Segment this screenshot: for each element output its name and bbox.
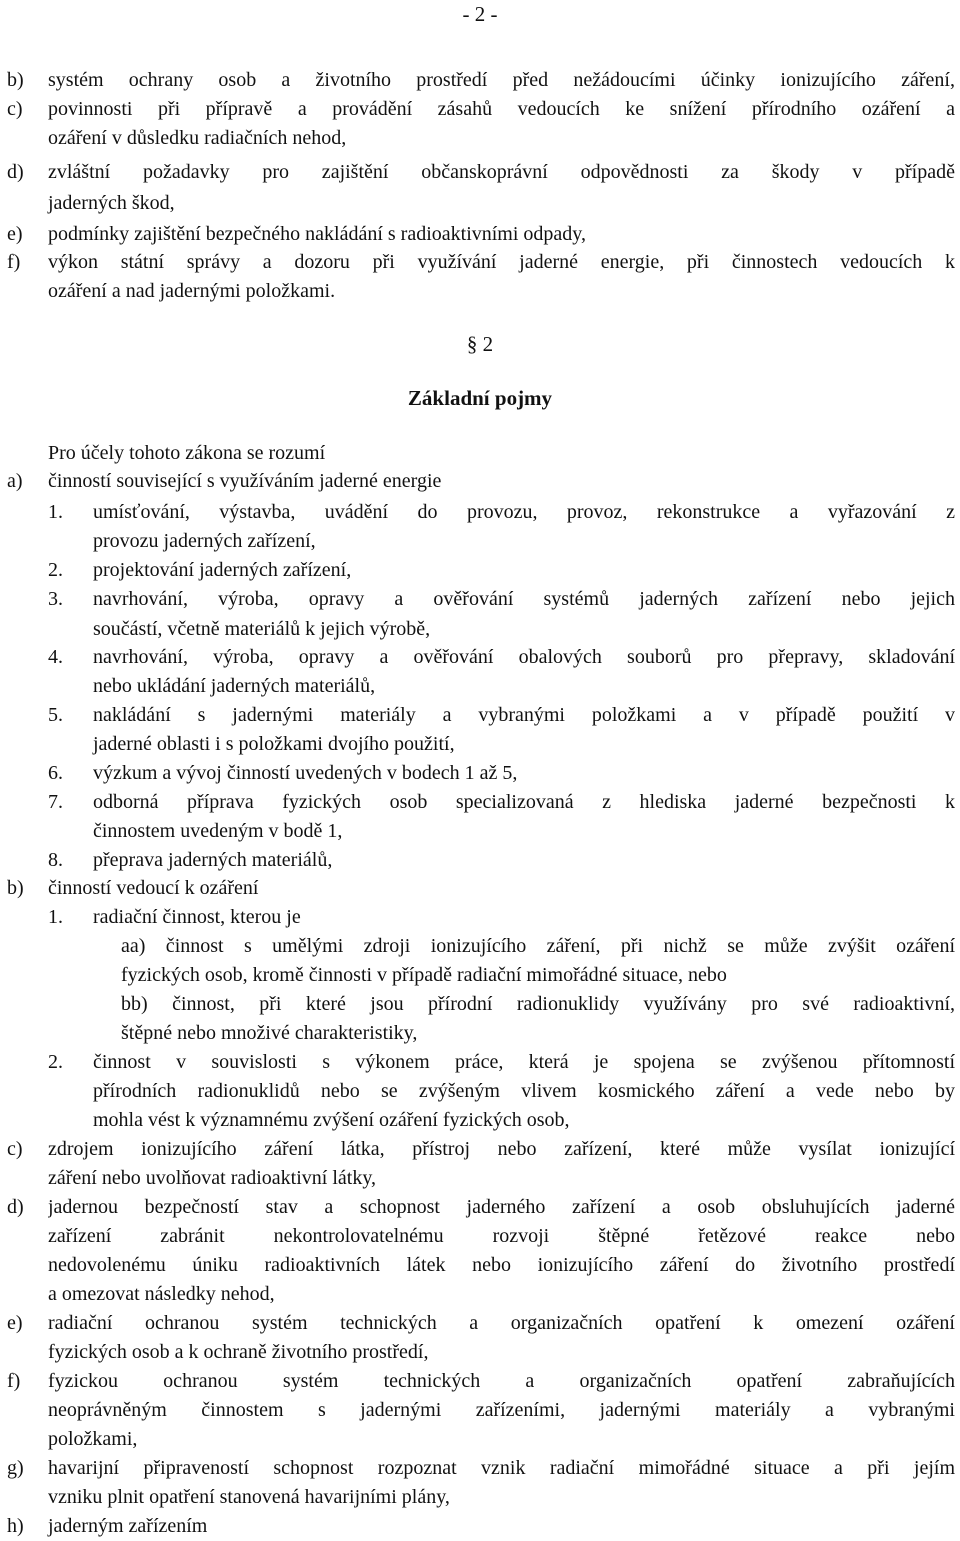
section-mark: § 2 [466,332,494,356]
item-line: výkon státní správy a dozoru při využívání jaderné energie, při činnostech vedoucích k [48,251,955,273]
item-label: d) [7,1196,24,1218]
item-label: f) [7,1370,21,1392]
sub-line: projektování jaderných zařízení, [93,559,352,581]
item-label: b) [7,69,24,91]
sub-num: 2. [48,559,63,581]
sub-line: navrhování, výroba, opravy a ověřování systémů jaderných zařízení nebo jejich [93,588,955,610]
item-line: jadernou bezpečností stav a schopnost jaderného zařízení a osob obsluhujících jaderné [48,1196,955,1218]
item-label: e) [7,223,23,245]
item-label: c) [7,98,23,120]
sub-line: radiační činnost, kterou je [93,906,301,928]
item-line: jaderným zařízením [48,1515,208,1537]
sub-line: činnostem uvedeným v bodě 1, [93,820,343,842]
sub-num: 3. [48,588,63,610]
item-label: b) [7,877,24,899]
item-line: položkami, [48,1428,138,1450]
subsub-line: fyzických osob, kromě činnosti v případě radiační mimořádné situace, nebo [121,964,727,986]
subsub-line: štěpné nebo množivé charakteristiky, [121,1022,418,1044]
item-line: vzniku plnit opatření stanovená havarijními plány, [48,1486,450,1508]
sub-num: 1. [48,906,63,928]
sub-num: 4. [48,646,63,668]
item-label: g) [7,1457,24,1479]
item-line: ozáření a nad jadernými položkami. [48,280,336,302]
item-line: ozáření v důsledku radiačních nehod, [48,127,347,149]
sub-line: nakládání s jadernými materiály a vybranými položkami a v případě použití v [93,704,955,726]
sub-num: 1. [48,501,63,523]
lead-text: Pro účely tohoto zákona se rozumí [48,442,326,464]
item-label: c) [7,1138,23,1160]
item-label: e) [7,1312,23,1334]
sub-line: jaderné oblasti i s položkami dvojího použití, [93,733,455,755]
item-line: systém ochrany osob a životního prostředí před nežádoucími účinky ionizujícího záření, [48,69,955,91]
item-line: podmínky zajištění bezpečného nakládání s radioaktivními odpady, [48,223,586,245]
item-line: zvláštní požadavky pro zajištění občanskoprávní odpovědnosti za škody v případě [48,161,955,183]
item-label: a) [7,470,23,492]
item-line: fyzických osob a k ochraně životního prostředí, [48,1341,429,1363]
sub-line: navrhování, výroba, opravy a ověřování obalových souborů pro přepravy, skladování [93,646,955,668]
sub-num: 6. [48,762,63,784]
sub-line: odborná příprava fyzických osob specializovaná z hlediska jaderné bezpečnosti k [93,791,955,813]
item-line: zařízení zabránit nekontrolovatelnému rozvoji štěpné řetězové reakce nebo [48,1225,955,1247]
item-line: a omezovat následky nehod, [48,1283,275,1305]
item-line: nedovolenému úniku radioaktivních látek nebo ionizujícího záření do životního prostředí [48,1254,955,1276]
sub-line: součástí, včetně materiálů k jejich výrobě, [93,618,431,640]
item-line: záření nebo uvolňovat radioaktivní látky, [48,1167,377,1189]
item-label: d) [7,161,24,183]
page-number: - 2 - [462,2,498,26]
item-line: zdrojem ionizujícího záření látka, přístroj nebo zařízení, které může vysílat ionizující [48,1138,955,1160]
subsub-line: aa) činnost s umělými zdroji ionizujícího záření, při nichž se může zvýšit ozáření [121,935,955,957]
item-line: havarijní připraveností schopnost rozpoznat vznik radiační mimořádné situace a při jejím [48,1457,955,1479]
sub-line: mohla vést k významnému zvýšení ozáření fyzických osob, [93,1109,570,1131]
item-line: povinnosti při přípravě a provádění zásahů vedoucích ke snížení přírodního ozáření a [48,98,955,120]
sub-line: přeprava jaderných materiálů, [93,849,333,871]
sub-num: 5. [48,704,63,726]
item-line: činností vedoucí k ozáření [48,877,259,899]
item-label: h) [7,1515,24,1537]
item-line: jaderných škod, [48,192,175,214]
sub-num: 2. [48,1051,63,1073]
sub-num: 8. [48,849,63,871]
item-line: fyzickou ochranou systém technických a organizačních opatření zabraňujících [48,1370,955,1392]
item-line: radiační ochranou systém technických a organizačních opatření k omezení ozáření [48,1312,955,1334]
sub-line: provozu jaderných zařízení, [93,530,316,552]
sub-num: 7. [48,791,63,813]
section-title: Základní pojmy [407,386,553,410]
item-line: neoprávněným činnostem s jadernými zařízeními, jadernými materiály a vybranými [48,1399,955,1421]
subsub-line: bb) činnost, při které jsou přírodní radionuklidy využívány pro své radioaktivní, [121,993,955,1015]
sub-line: umísťování, výstavba, uvádění do provozu, provoz, rekonstrukce a vyřazování z [93,501,955,523]
sub-line: výzkum a vývoj činností uvedených v bodech 1 až 5, [93,762,518,784]
sub-line: nebo ukládání jaderných materiálů, [93,675,376,697]
sub-line: činnost v souvislosti s výkonem práce, která je spojena se zvýšenou přítomností [93,1051,955,1073]
item-line: činností související s využíváním jaderné energie [48,470,442,492]
sub-line: přírodních radionuklidů nebo se zvýšeným vlivem kosmického záření a vede nebo by [93,1080,955,1102]
item-label: f) [7,251,21,273]
